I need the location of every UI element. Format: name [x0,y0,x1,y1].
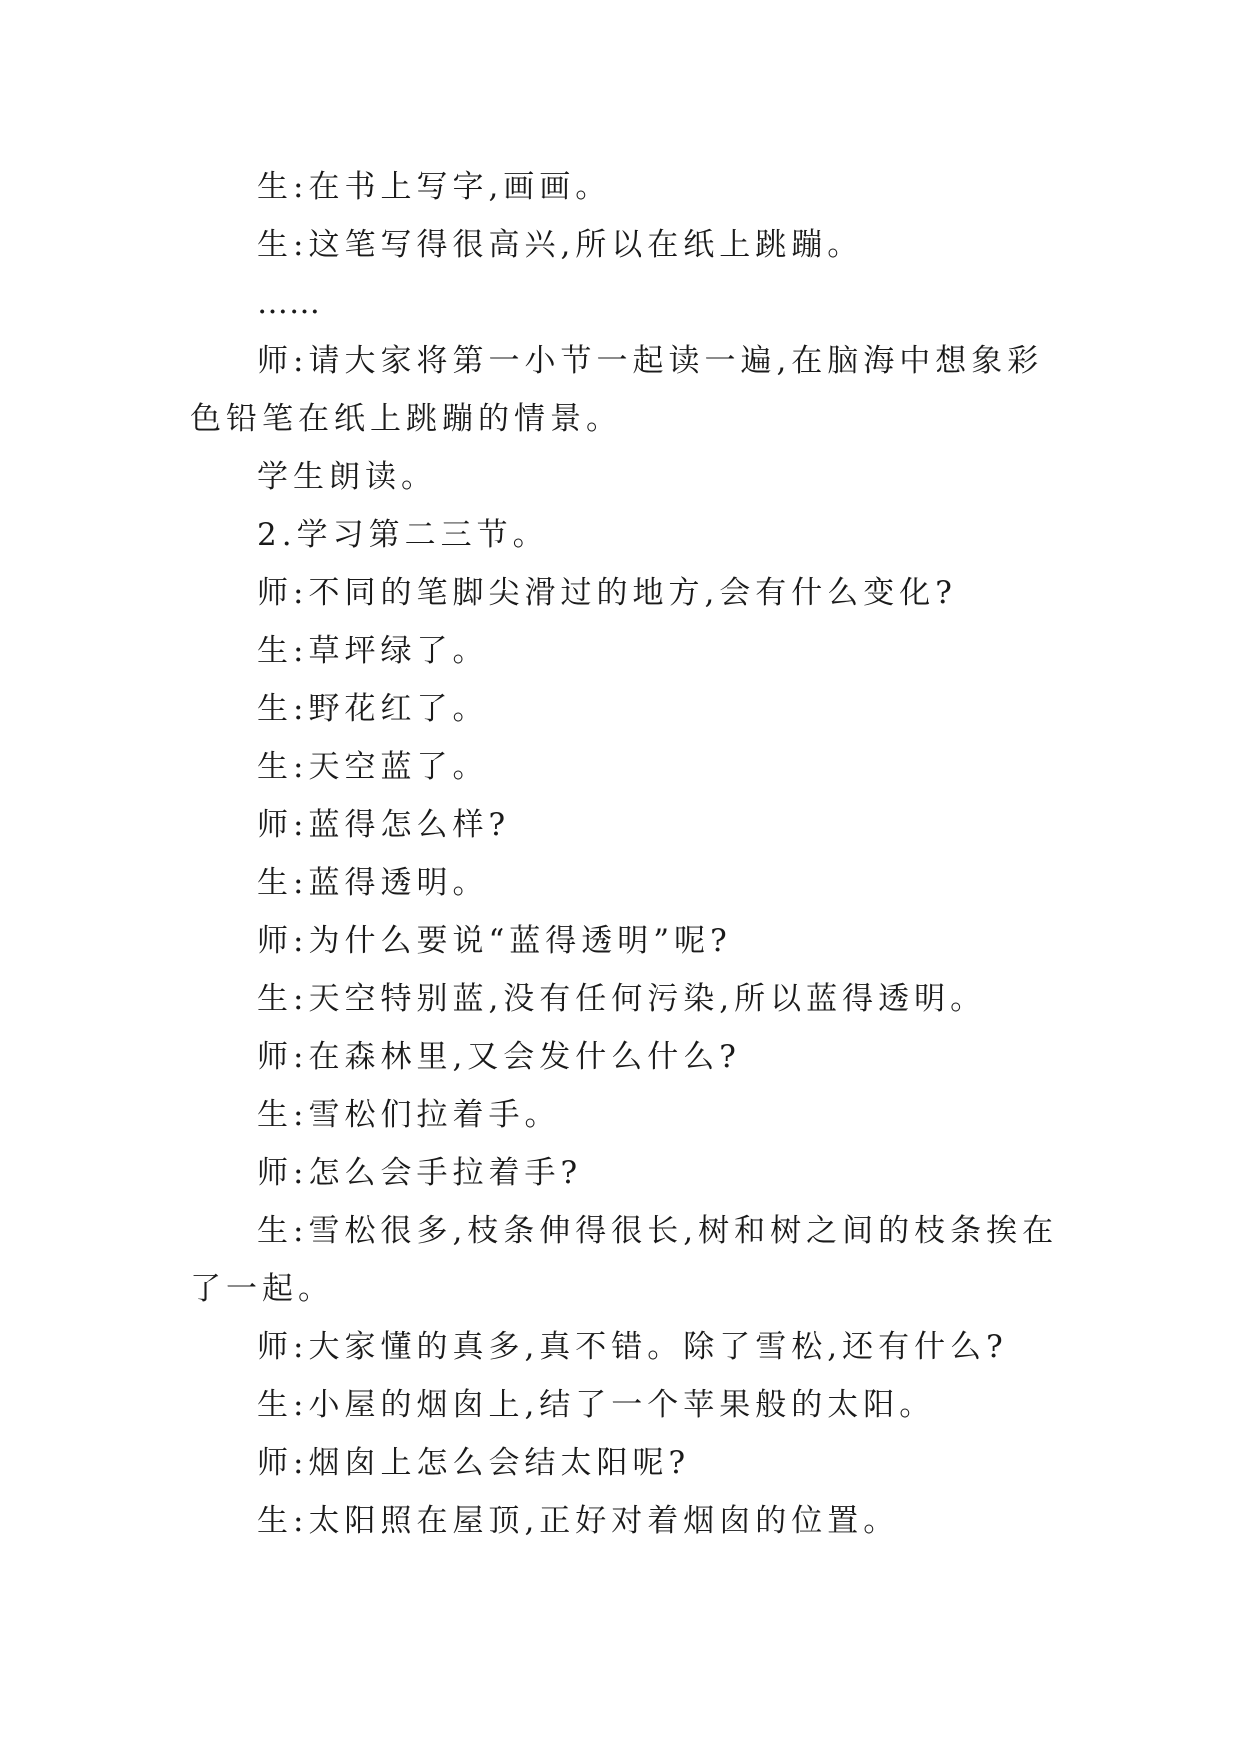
document-body [190,158,1060,1550]
section-heading: 2.学习第二三节。 [257,517,549,553]
paragraph: 师:蓝得怎么样? [257,807,511,843]
paragraph: 生:雪松很多,枝条伸得很长,树和树之间的枝条挨在了一起。 [190,1213,1059,1307]
paragraph: 生:野花红了。 [257,691,489,727]
paragraph: 学生朗读。 [257,459,437,495]
paragraph: 师:烟囱上怎么会结太阳呢? [257,1445,691,1481]
paragraph: 生:小屋的烟囱上,结了一个苹果般的太阳。 [257,1387,936,1423]
paragraph: 师:在森林里,又会发什么什么? [257,1039,741,1075]
paragraph: 师:不同的笔脚尖滑过的地方,会有什么变化? [257,575,957,611]
paragraph: 生:天空蓝了。 [257,749,489,785]
paragraph: 师:大家懂的真多,真不错。除了雪松,还有什么? [257,1329,1008,1365]
ellipsis-line: …… [257,285,321,321]
paragraph: 生:草坪绿了。 [257,633,489,669]
paragraph: 生:在书上写字,画画。 [257,169,612,205]
paragraph: 生:这笔写得很高兴,所以在纸上跳蹦。 [257,227,864,263]
paragraph: 生:天空特别蓝,没有任何污染,所以蓝得透明。 [257,981,987,1017]
paragraph: 生:太阳照在屋顶,正好对着烟囱的位置。 [257,1503,900,1539]
paragraph: 师:怎么会手拉着手? [257,1155,583,1191]
paragraph: 师:为什么要说“蓝得透明”呢? [257,923,732,959]
paragraph: 生:蓝得透明。 [257,865,489,901]
paragraph: 生:雪松们拉着手。 [257,1097,561,1133]
paragraph: 师:请大家将第一小节一起读一遍,在脑海中想象彩色铅笔在纸上跳蹦的情景。 [190,343,1044,437]
